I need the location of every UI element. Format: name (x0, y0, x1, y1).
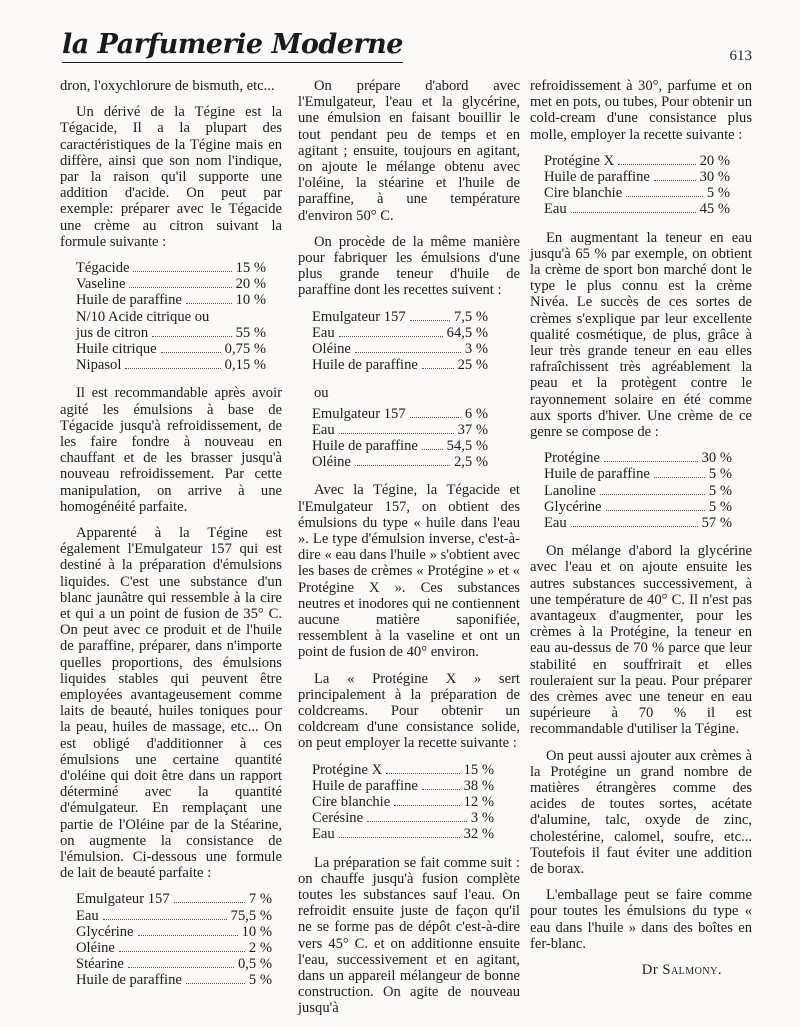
ingredient-name: Emulgateur 157 (312, 308, 406, 325)
recipe-row (76, 341, 266, 357)
ingredient-name: Protégine X (544, 152, 615, 169)
paragraph: On procède de la même manière pour fabriquer les émulsions d'une plus grande teneur d'huile de paraffine dont les recettes suivent : (298, 233, 520, 299)
recipe-row (312, 454, 488, 470)
ingredient-percentage: 0,15 % (224, 357, 266, 374)
signature-name: Salmony. (662, 962, 722, 979)
leader-dots (604, 461, 698, 462)
page-header (0, 0, 800, 80)
ingredient-name: Stéarine (76, 956, 124, 973)
ingredient-percentage: 25 % (457, 357, 488, 374)
ingredient-name: Cire blanchie (544, 185, 623, 202)
paragraph: La préparation se fait comme suit : on chauffe jusqu'à fusion complète toutes les substances sauf l'eau. On refroidit ensuite juste de façon qu'il ne se forme pas de dépôt c'est-à-dire vers 45° C. et on additionne ensuite l'eau, successivement et en agitant, dans un appareil mélangeur de bonne construction. On agite de nouveau jusqu'à (298, 854, 520, 1017)
ingredient-name: Emulgateur 157 (76, 891, 170, 908)
recipe-row (544, 201, 730, 217)
ingredient-percentage: 64,5 % (446, 324, 488, 341)
ingredient-percentage: 20 % (699, 152, 730, 169)
paragraph: dron, l'oxychlorure de bismuth, etc... (60, 78, 275, 94)
leader-dots (394, 805, 459, 806)
ingredient-percentage: 55 % (235, 324, 266, 341)
leader-dots (152, 336, 231, 337)
ingredient-percentage: 57 % (701, 514, 732, 531)
ingredient-percentage: 12 % (463, 793, 494, 810)
ingredient-name: Glycérine (76, 923, 134, 940)
ingredient-name: Glycérine (544, 498, 602, 515)
recipe-row (312, 810, 494, 826)
recipe-row (544, 499, 732, 515)
recipe-row (76, 956, 272, 972)
recipe-row (312, 422, 488, 438)
recipe-row (76, 276, 266, 292)
paragraph: Avec la Tégine, la Tégacide et l'Emulgateur 157, on obtient des émulsions du type « huile dans l'eau ». Le type d'émulsion inverse, c'est-à-dire « eau dans l'huile » s'obtient avec les bases de crèmes « Protégine » et « Protégine X ». Ces substances neutres et inodores qui ne contiennent aucune matière saponifiée, ressemblent à la vaseline et ont un point de fusion de 40° environ. (298, 482, 520, 661)
ingredient-percentage: 37 % (457, 421, 488, 438)
ingredient-percentage: 5 % (708, 466, 732, 483)
paragraph: On mélange d'abord la glycérine avec l'eau et on ajoute ensuite les autres substances successivement, à une température de 40° C. Il n'est pas avantageux d'augmenter, pour les crèmes à la Protégine, la teneur en eau au-dessus de 70 % parce que leur stabilité en souffrirait et elles rouleraient sur la peau. Pour préparer des crèmes avec une teneur en eau supérieure à 70 % il est recommandable d'utiliser la Tégine. (530, 543, 752, 738)
leader-dots (119, 951, 245, 952)
recipe-row (312, 357, 488, 373)
ingredient-percentage: 10 % (235, 292, 266, 309)
ingredient-percentage: 45 % (699, 201, 730, 218)
recipe-solid-coldcream (312, 762, 494, 843)
ingredient-name: Eau (312, 421, 335, 438)
ingredient-percentage: 7,5 % (453, 308, 488, 325)
or-separator: ou (314, 385, 329, 402)
recipe-row (312, 325, 488, 341)
ingredient-name: Nipasol (76, 357, 122, 374)
ingredient-percentage: 2 % (248, 940, 272, 956)
ingredient-percentage: 6 % (464, 405, 488, 422)
paragraph: Apparenté à la Tégine est également l'Emulgateur 157 qui est destiné à la préparation d'émulsions liquides. C'est une substance d'un blanc jaunâtre qui ressemble à la cire et qui a un point de fusion de 35° C. On peut avec ce produit et de l'huile de paraffine, préparer, dans n'importe quelles proportions, des émulsions liquides stables qui peuvent être employées avantageusement comme laits de beauté, huiles toniques pour la peau, huiles de massage, etc... On est obligé d'additionner à ces émulsions une certaine quantité d'oléine qui doit être dans un rapport déterminé avec la quantité d'émulgateur. En remplaçant une partie de l'Oléine par de la Stéarine, on augmente la consistance de l'émulsion. Ci-dessous une formule de lait de beauté parfaite : (60, 524, 282, 882)
leader-dots (410, 320, 450, 321)
ingredient-percentage: 3 % (464, 341, 488, 358)
ingredient-percentage: 5 % (708, 482, 732, 499)
recipe-row (76, 972, 272, 988)
leader-dots (339, 433, 454, 434)
paragraph: Il est recommandable après avoir agité les émulsions à base de Tégacide jusqu'à refroidissement, de les faire fondre à nouveau en chauffant et de les brasser jusqu'à nouveau refroidissement. Par cette manipulation, on arrive à une homogénéité parfaite. (60, 385, 282, 515)
ingredient-percentage: 5 % (248, 972, 272, 989)
column-3 (530, 78, 752, 978)
recipe-sport-cream (544, 450, 732, 531)
recipe-tegacide-cream (76, 260, 266, 373)
leader-dots (129, 287, 231, 288)
leader-dots (174, 902, 245, 903)
ingredient-name: Emulgateur 157 (312, 405, 406, 422)
recipe-paraffin-emulsion-2 (312, 406, 488, 471)
ingredient-percentage: 30 % (699, 169, 730, 185)
paragraph: En augmentant la teneur en eau jusqu'à 65 % par exemple, on obtient la crème de sport bon marché dont le type le plus connu est la crème Nivéa. Le succès de ces sortes de crèmes s'explique par leur excellente qualité cosmétique, de plus, grâce à leur très grande teneur en eau elles rafraîchissent très agréablement la peau et la protègent contre le rayonnement solaire en été comme aux sports d'hiver. Une crème de ce genre se compose de : (530, 229, 752, 440)
recipe-row (76, 357, 266, 373)
recipe-row (544, 466, 732, 482)
recipe-beauty-milk (76, 891, 272, 988)
ingredient-name: Eau (312, 826, 335, 843)
ingredient-name: N/10 Acide citrique ou (76, 308, 210, 325)
ingredient-name: Oléine (312, 454, 351, 471)
ingredient-percentage: 0,75 % (224, 340, 266, 357)
recipe-row (312, 794, 494, 810)
ingredient-name: Huile de paraffine (544, 466, 650, 483)
ingredient-percentage: 32 % (463, 826, 494, 843)
ingredient-percentage: 5 % (708, 498, 732, 515)
paragraph: La « Protégine X » sert principalement à la préparation de coldcreams. Pour obtenir un coldcream d'une consistance solide, on peut employer la recette suivante : (298, 670, 520, 752)
leader-dots (618, 164, 695, 165)
paragraph: On peut aussi ajouter aux crèmes à la Protégine un grand nombre de matières étrangères comme des acides de toutes sortes, acétate d'alumine, talc, oxyde de zinc, cholestérine, calomel, soufre, etc... Toutefois il faut éviter une addition de borax. (530, 747, 752, 877)
leader-dots (422, 368, 454, 369)
recipe-row (76, 924, 272, 940)
ingredient-percentage: 3 % (470, 810, 494, 827)
recipe-row (76, 325, 266, 341)
leader-dots (186, 983, 245, 984)
recipe-row (312, 309, 488, 325)
ingredient-name: Lanoline (544, 482, 596, 499)
ingredient-name: Protégine (544, 450, 600, 467)
leader-dots (600, 494, 705, 495)
ingredient-percentage: 7 % (248, 891, 272, 908)
leader-dots (186, 303, 232, 304)
recipe-row (76, 309, 266, 325)
ingredient-name: Huile de paraffine (76, 292, 182, 309)
ingredient-percentage: 20 % (235, 276, 266, 293)
recipe-paraffin-emulsion-1 (312, 309, 488, 374)
leader-dots (626, 196, 703, 197)
recipe-row (312, 406, 488, 422)
leader-dots (410, 417, 461, 418)
recipe-row (544, 515, 732, 531)
recipe-row (544, 185, 730, 201)
recipe-row (544, 153, 730, 169)
ingredient-name: Huile de paraffine (312, 437, 418, 454)
column-1 (60, 78, 282, 1001)
recipe-row (76, 891, 272, 907)
leader-dots (355, 352, 461, 353)
recipe-row (312, 341, 488, 357)
ingredient-name: Tégacide (76, 260, 130, 277)
ingredient-percentage: 0,5 % (237, 956, 272, 973)
ingredient-name: Eau (76, 907, 99, 924)
leader-dots (125, 368, 220, 369)
recipe-row (312, 762, 494, 778)
leader-dots (355, 465, 450, 466)
ingredient-percentage: 75,5 % (230, 907, 272, 924)
paragraph: refroidissement à 30°, parfume et on met en pots, ou tubes, Pour obtenir un cold-cream d'une consistance plus molle, employer la recette suivante : (530, 78, 752, 143)
leader-dots (606, 510, 705, 511)
leader-dots (386, 773, 459, 774)
ingredient-percentage: 30 % (701, 450, 732, 467)
ingredient-name: jus de citron (76, 324, 149, 341)
paragraph: L'emballage peut se faire comme pour toutes les émulsions du type « eau dans l'huile » dans des boîtes en fer-blanc. (530, 887, 752, 952)
leader-dots (133, 271, 231, 272)
recipe-row (544, 450, 732, 466)
ingredient-percentage: 54,5 % (446, 437, 488, 454)
ingredient-name: Eau (544, 514, 567, 531)
recipe-row (312, 438, 488, 454)
ingredient-name: Vaseline (76, 276, 126, 293)
paragraph: Un dérivé de la Tégine est la Tégacide, Il a la plupart des caractéristiques de la Tégine mais en diffère, ainsi que son nom l'indique, par la raison qu'il supporte une addition d'acide. On peut par exemple: préparer avec le Tégacide une crème au citron suivant la formule suivante : (60, 104, 282, 250)
recipe-row (76, 292, 266, 308)
ingredient-name: Cire blanchie (312, 793, 391, 810)
leader-dots (367, 821, 467, 822)
paragraph: On prépare d'abord avec l'Emulgateur, l'eau et la glycérine, une émulsion en faisant bouillir le tout pendant peu de temps et en agitant ; ensuite, toujours en agitant, on ajoute le mélange obtenu avec l'oléine, la stéarine et l'huile de paraffine, à une température d'environ 50° C. (298, 78, 520, 224)
ingredient-percentage: 15 % (463, 761, 494, 778)
leader-dots (422, 449, 443, 450)
ingredient-percentage: 38 % (463, 777, 494, 794)
ingredient-name: Protégine X (312, 761, 383, 778)
recipe-row (76, 260, 266, 276)
leader-dots (571, 526, 698, 527)
leader-dots (128, 967, 234, 968)
ingredient-name: Huile de paraffine (312, 357, 418, 374)
leader-dots (654, 477, 705, 478)
ingredient-name: Cerésine (312, 810, 364, 827)
ingredient-name: Huile de paraffine (544, 169, 650, 185)
ingredient-percentage: 5 % (706, 185, 730, 202)
author-signature (530, 962, 752, 978)
recipe-row (76, 940, 272, 956)
leader-dots (339, 336, 443, 337)
leader-dots (103, 919, 227, 920)
ingredient-name: Eau (544, 201, 567, 218)
ingredient-percentage: 10 % (241, 923, 272, 940)
ingredient-name: Eau (312, 324, 335, 341)
leader-dots (161, 352, 221, 353)
leader-dots (571, 212, 696, 213)
ingredient-name: Oléine (312, 341, 351, 358)
signature-prefix: Dr (641, 962, 659, 979)
ingredient-percentage: 2,5 % (453, 454, 488, 471)
recipe-row (544, 483, 732, 499)
ingredient-name: Oléine (76, 940, 115, 956)
ingredient-name: Huile de paraffine (312, 777, 418, 794)
leader-dots (654, 180, 696, 181)
masthead-logo: la Parfumerie Moderne (62, 28, 403, 63)
recipe-row (312, 826, 494, 842)
recipe-soft-coldcream (544, 153, 730, 218)
leader-dots (339, 837, 460, 838)
recipe-row (76, 908, 272, 924)
recipe-row (544, 169, 730, 185)
leader-dots (422, 789, 460, 790)
page-number: 613 (729, 48, 752, 64)
ingredient-name: Huile de paraffine (76, 972, 182, 989)
recipe-row (312, 778, 494, 794)
ingredient-name: Huile citrique (76, 340, 157, 357)
leader-dots (138, 935, 238, 936)
ingredient-percentage: 15 % (235, 260, 266, 277)
column-2 (298, 78, 520, 1027)
